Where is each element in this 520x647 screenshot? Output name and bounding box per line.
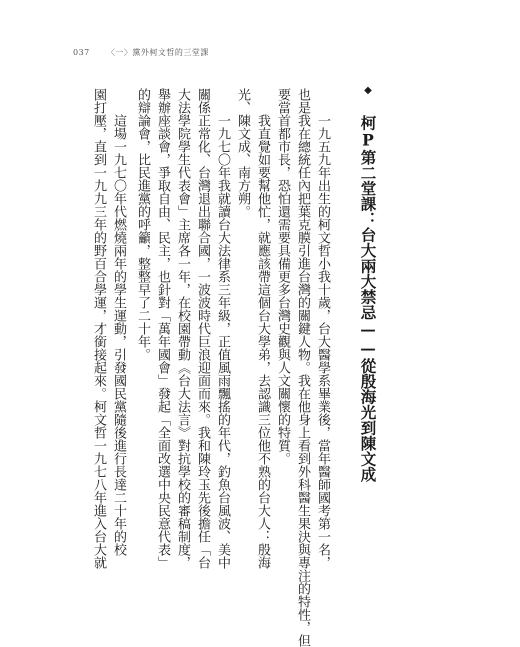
page-number: 037 bbox=[73, 48, 90, 57]
text-column: 大法學院學生代表會」主席各一年，在校園帶動《台大法言》對抗學校的審稿制度， bbox=[175, 88, 190, 569]
running-title: 〈一〉黨外柯文哲的三堂課 bbox=[106, 48, 209, 57]
chapter-title-text: 柯P第二堂課：台大兩大禁忌——從殷海光到陳文成 bbox=[358, 115, 378, 482]
text-column: 舉辦座談會，爭取自由、民主，也針對「萬年國會」發起「全面改選中央民意代表」 bbox=[155, 88, 170, 569]
text-column: 也是我在總統任內把葉克膜引進台灣的關鍵人物。我在他身上看到外科醫生果決與專注的特性，但 bbox=[295, 88, 310, 647]
chapter-title bbox=[360, 85, 376, 482]
text-column: 要當首都市長，恐怕還需要具備更多台灣史觀與人文關懷的特質。 bbox=[275, 88, 290, 465]
text-column: 一九五九年出生的柯文哲小我十歲，台大醫學系畢業後，當年醫師國考第一名， bbox=[315, 114, 330, 569]
page-header bbox=[73, 47, 209, 58]
text-column: 一九七〇年我就讀台大法律系三年級，正值風雨飄搖的年代，釣魚台風波、美中 bbox=[215, 114, 230, 569]
chapter-mark-icon: ◆ bbox=[362, 85, 374, 96]
text-column: 的辯論會，比民進黨的呼籲，整整早了二十年。 bbox=[135, 88, 150, 361]
text-column: 園打壓，直到一九九三年的野百合學運，才銜接起來。柯文哲一九七八年進入台大就 bbox=[91, 88, 106, 569]
text-column: 這場一九七〇年代燃燒兩年的學生運動，引發國民黨隨後進行長達二十年的校 bbox=[111, 114, 126, 556]
text-column: 光、陳文成、南方朔。 bbox=[235, 88, 250, 218]
text-column: 我直覺如要幫他忙，就應該帶這個台大學弟，去認識三位他不熟的台大人：殷海 bbox=[255, 114, 270, 569]
text-column: 關係正常化、台灣退出聯合國，一波波時代巨浪迎面而來。我和陳玲玉先後擔任「台 bbox=[195, 88, 210, 569]
